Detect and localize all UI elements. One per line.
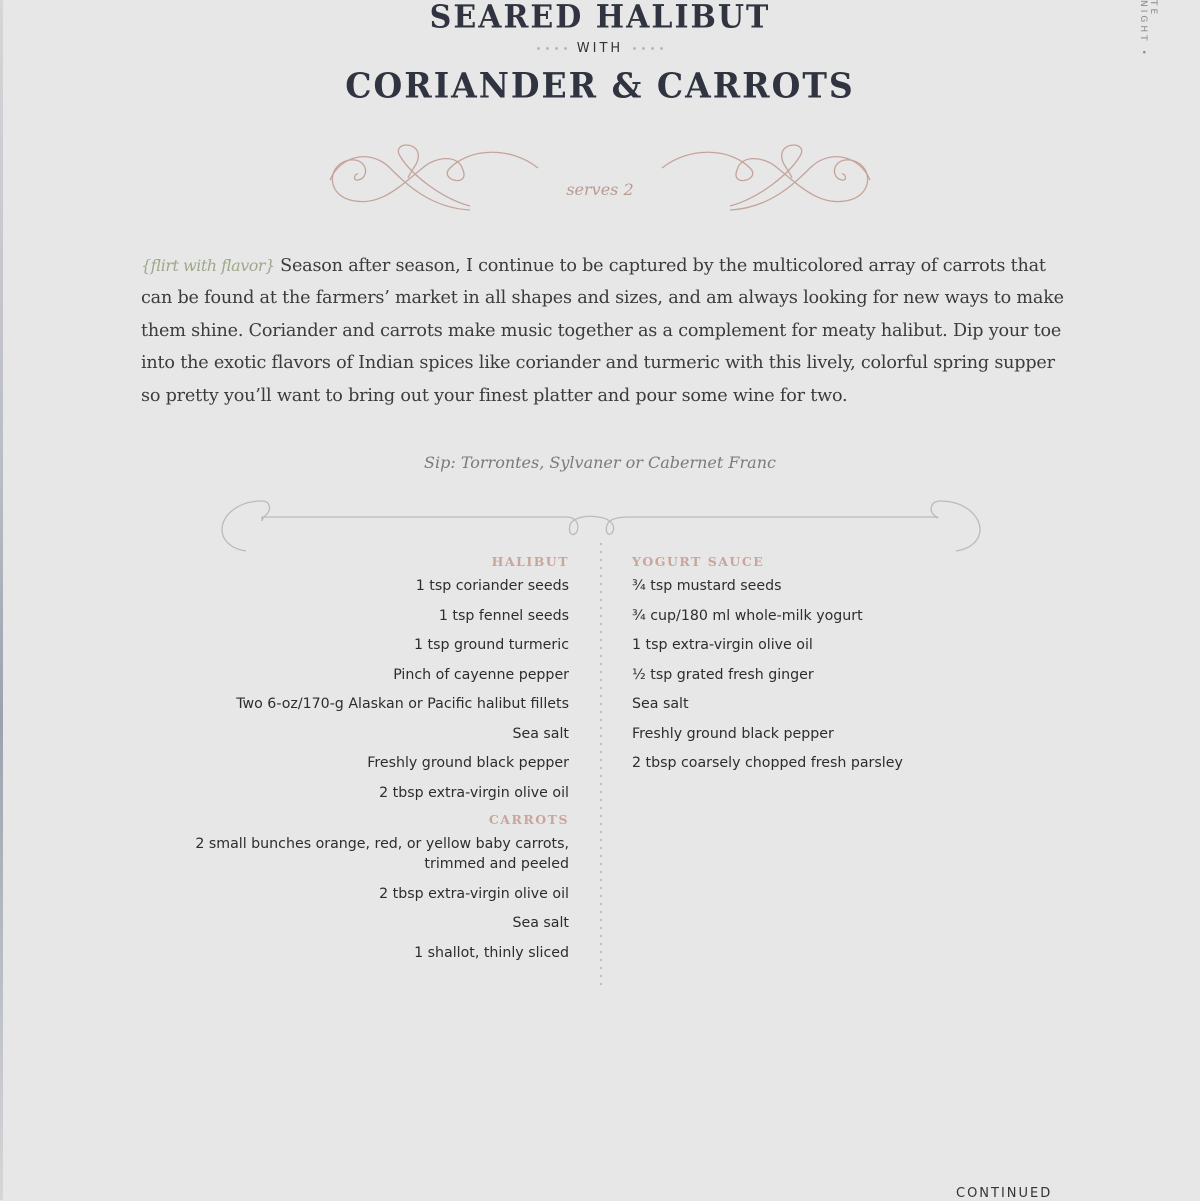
section-heading-yogurt-sauce: YOGURT SAUCE bbox=[632, 554, 765, 569]
ingredient-item: 1 tsp coriander seeds bbox=[415, 578, 569, 594]
chapter-side-tab: TE NIGHT • bbox=[1138, 0, 1158, 58]
dot-ornament-left bbox=[537, 47, 567, 50]
wine-pairing: Sip: Torrontes, Sylvaner or Cabernet Franc bbox=[424, 453, 776, 472]
section-heading-halibut: HALIBUT bbox=[491, 554, 569, 569]
ingredient-item: Freshly ground black pepper bbox=[632, 725, 834, 742]
ingredient-item: 2 tbsp extra-virgin olive oil bbox=[379, 784, 569, 801]
ingredient-item: 1 shallot, thinly sliced bbox=[414, 944, 569, 961]
intro-body: Season after season, I continue to be captured by the multicolored array of carrots that can be found at the farmers’ market in all shapes and sizes, and am always looking for new ways to make them shine. Coriander and carrots make music together as a complement for meaty halibut. Dip your toe into the exotic flavors of Indian spices like coriander and turmeric with this lively, colorful spring supper so pretty you’ll want to bring out your finest platter and pour some wine for two. bbox=[141, 256, 1064, 406]
flourish-ornament-icon bbox=[320, 138, 880, 218]
title-connector bbox=[0, 41, 1200, 56]
intro-paragraph bbox=[141, 250, 1071, 412]
ingredient-item: Sea salt bbox=[632, 696, 689, 712]
ingredient-item: 2 tbsp coarsely chopped fresh parsley bbox=[632, 755, 903, 771]
ingredient-item: Sea salt bbox=[512, 725, 569, 742]
recipe-title-line1: SEARED HALIBUT bbox=[429, 0, 771, 36]
intro-lead-phrase: {flirt with flavor} bbox=[141, 256, 275, 275]
dot-ornament-right bbox=[633, 47, 663, 50]
ingredient-item: ¾ cup/180 ml whole-milk yogurt bbox=[632, 607, 863, 624]
ingredient-item: Freshly ground black pepper bbox=[367, 755, 569, 771]
ingredient-item: 2 small bunches orange, red, or yellow baby carrots, trimmed and peeled bbox=[195, 836, 569, 872]
continued-label: CONTINUED bbox=[956, 1186, 1053, 1201]
ingredient-item: 1 tsp ground turmeric bbox=[414, 637, 569, 653]
ingredient-item: ½ tsp grated fresh ginger bbox=[632, 666, 814, 683]
section-heading-carrots: CARROTS bbox=[488, 812, 569, 827]
ingredient-item: ¾ tsp mustard seeds bbox=[632, 578, 782, 594]
ingredient-item: Sea salt bbox=[512, 915, 569, 931]
column-divider-dotted bbox=[599, 540, 603, 990]
ingredient-item: 2 tbsp extra-virgin olive oil bbox=[379, 885, 569, 902]
ingredients-right-column bbox=[632, 552, 1032, 783]
ingredient-item: 1 tsp extra-virgin olive oil bbox=[632, 637, 813, 653]
ingredient-item: Pinch of cayenne pepper bbox=[393, 666, 569, 683]
serves-count: serves 2 bbox=[566, 180, 634, 199]
ingredient-item: Two 6-oz/170-g Alaskan or Pacific halibut fillets bbox=[236, 696, 569, 712]
recipe-title-line2: CORIANDER & CARROTS bbox=[345, 65, 855, 106]
ingredients-left-column bbox=[180, 552, 569, 972]
ingredient-item: 1 tsp fennel seeds bbox=[438, 607, 569, 624]
connector-word: WITH bbox=[576, 41, 624, 56]
